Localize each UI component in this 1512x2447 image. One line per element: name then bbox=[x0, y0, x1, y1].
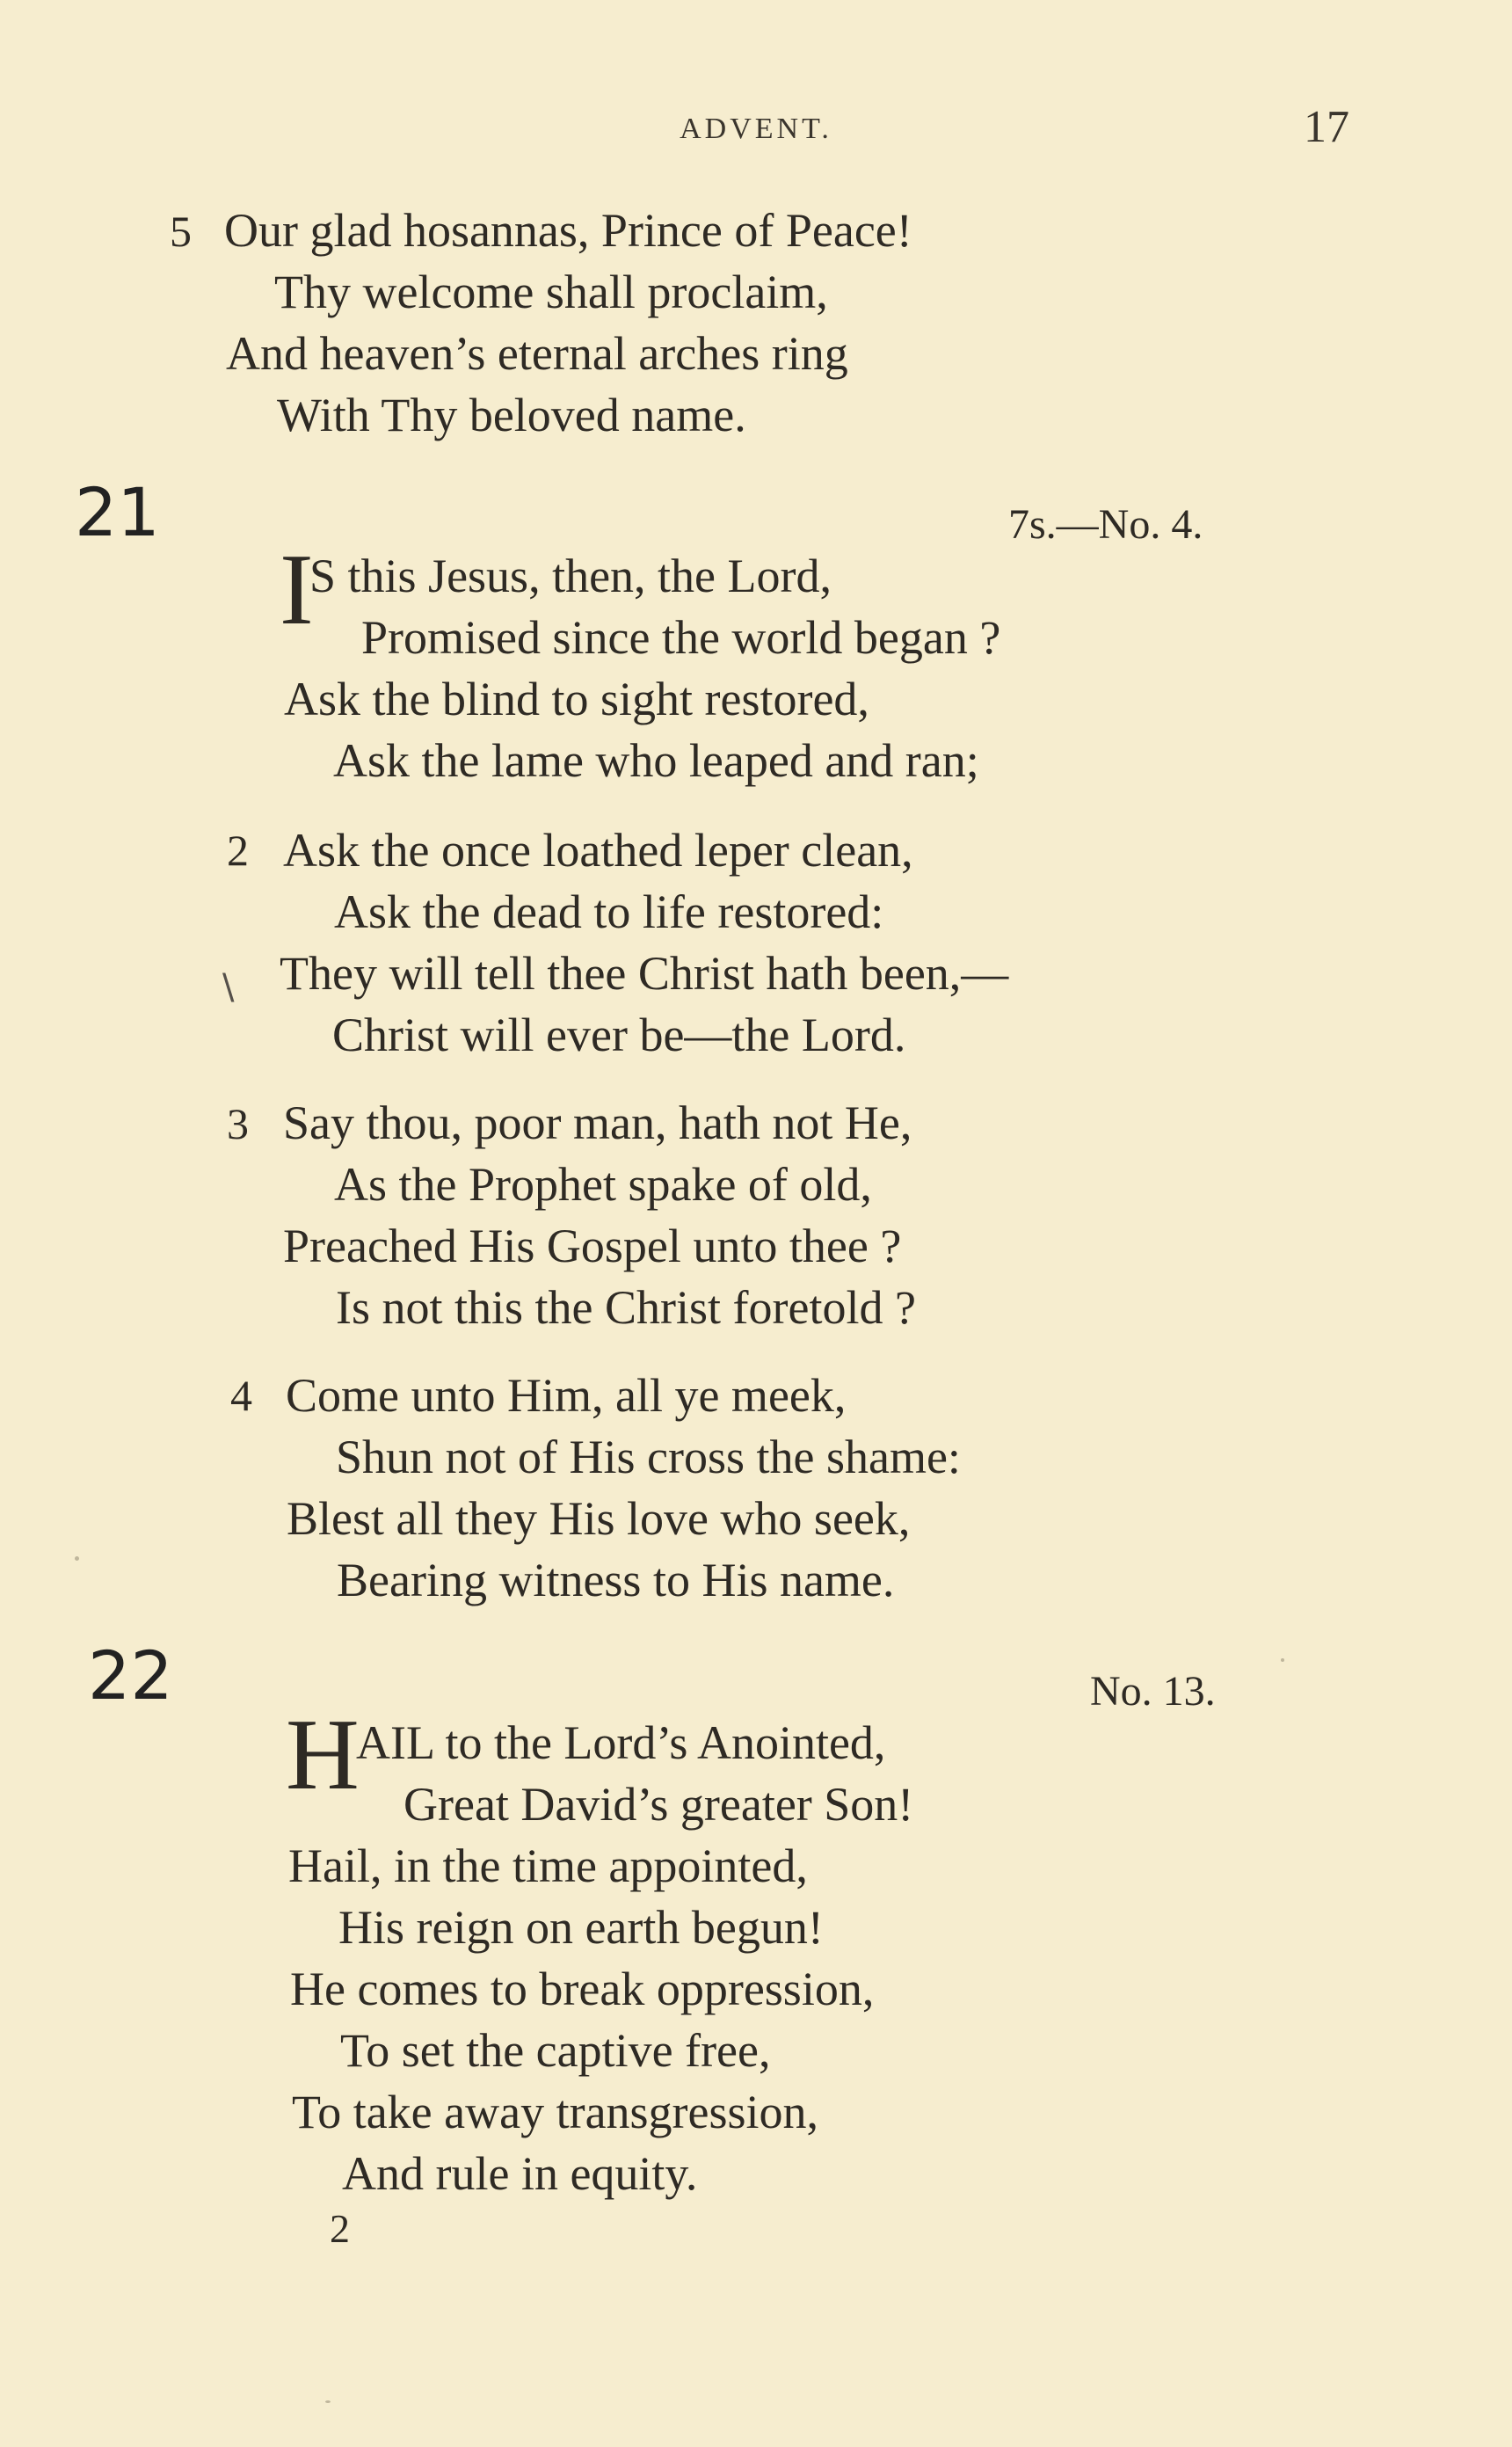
pencil-tick-mark: \ bbox=[222, 967, 235, 1008]
verse-line: Say thou, poor man, hath not He, bbox=[283, 1096, 912, 1149]
paper-speck bbox=[75, 1556, 79, 1561]
verse-line: Shun not of His cross the shame: bbox=[336, 1431, 961, 1483]
running-header: ADVENT. bbox=[680, 113, 832, 145]
verse-line: Preached His Gospel unto thee ? bbox=[283, 1220, 902, 1272]
verse-line: S this Jesus, then, the Lord, bbox=[309, 550, 832, 602]
verse-line: Come unto Him, all ye meek, bbox=[286, 1369, 847, 1422]
verse-line: They will tell thee Christ hath been,— bbox=[280, 947, 1009, 1000]
verse-line: Blest all they His love who seek, bbox=[287, 1492, 911, 1545]
verse-line: Our glad hosannas, Prince of Peace! bbox=[224, 204, 912, 257]
verse-line: Ask the lame who leaped and ran; bbox=[333, 734, 979, 787]
stanza-number: 2 bbox=[227, 826, 249, 875]
drop-cap: I bbox=[280, 534, 314, 646]
verse-line: Promised since the world began ? bbox=[361, 611, 1001, 664]
verse-line: Christ will ever be—the Lord. bbox=[332, 1009, 906, 1061]
signature-mark: 2 bbox=[330, 2206, 350, 2251]
verse-line: And rule in equity. bbox=[342, 2147, 698, 2200]
verse-line: As the Prophet spake of old, bbox=[334, 1158, 872, 1211]
verse-line: Is not this the Christ foretold ? bbox=[336, 1281, 916, 1334]
verse-line: His reign on earth begun! bbox=[338, 1901, 824, 1954]
page-number: 17 bbox=[1304, 102, 1349, 152]
meter-label: No. 13. bbox=[1090, 1668, 1216, 1715]
verse-line: Ask the blind to sight restored, bbox=[284, 673, 869, 725]
verse-line: Great David’s greater Son! bbox=[403, 1778, 914, 1831]
verse-line: Ask the dead to life restored: bbox=[334, 885, 884, 938]
verse-line: Hail, in the time appointed, bbox=[288, 1839, 808, 1892]
verse-line: He comes to break oppression, bbox=[290, 1963, 875, 2015]
stanza-number: 4 bbox=[230, 1371, 252, 1420]
stanza-number: 5 bbox=[170, 207, 192, 256]
verse-line: And heaven’s eternal arches ring bbox=[226, 327, 848, 380]
verse-line: Ask the once loathed leper clean, bbox=[283, 824, 913, 877]
verse-line: To take away transgression, bbox=[292, 2086, 819, 2138]
stanza-number: 3 bbox=[227, 1099, 249, 1148]
paper-speck bbox=[1281, 1658, 1284, 1662]
hymn-number: 21 bbox=[75, 473, 160, 551]
verse-line: Bearing witness to His name. bbox=[337, 1554, 895, 1606]
drop-cap: H bbox=[286, 1699, 360, 1811]
verse-line: To set the captive free, bbox=[340, 2024, 771, 2077]
verse-line: With Thy beloved name. bbox=[277, 389, 746, 441]
meter-label: 7s.—No. 4. bbox=[1008, 501, 1203, 548]
verse-line: Thy welcome shall proclaim, bbox=[274, 266, 828, 318]
paper-speck bbox=[325, 2400, 331, 2403]
verse-line: AIL to the Lord’s Anointed, bbox=[356, 1716, 886, 1769]
hymn-number: 22 bbox=[88, 1636, 173, 1715]
